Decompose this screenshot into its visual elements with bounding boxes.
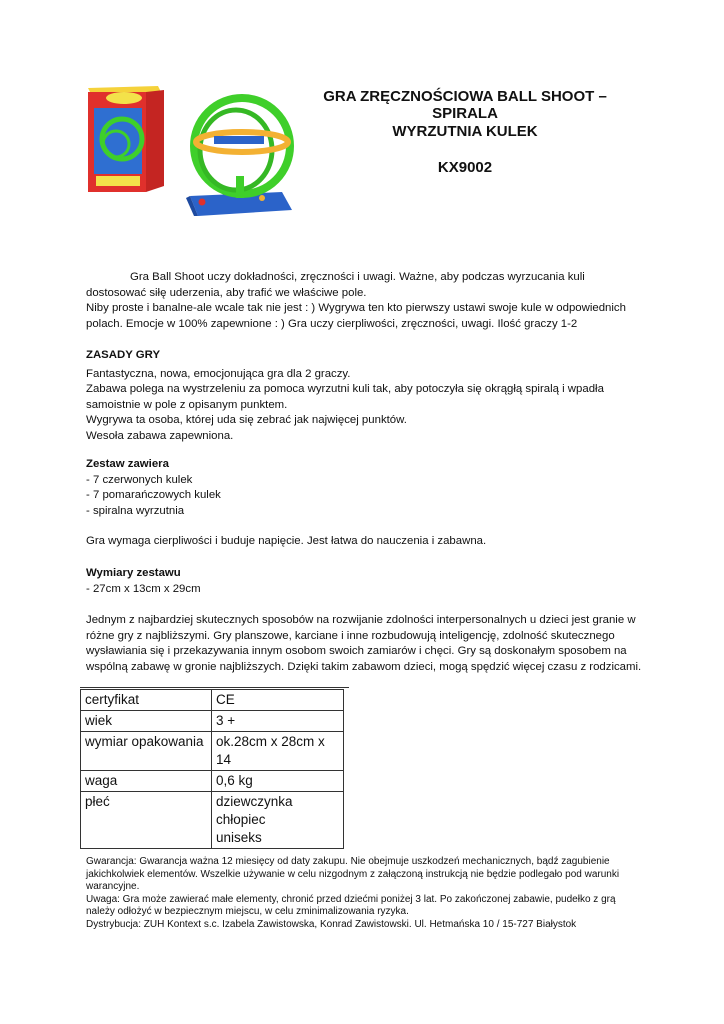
- spec-key: płeć: [81, 792, 212, 849]
- set-contents-heading: Zestaw zawiera: [86, 458, 169, 470]
- dimensions-section: [86, 566, 646, 597]
- product-code: KX9002: [437, 159, 493, 176]
- list-item: - 7 czerwonych kulek: [86, 473, 193, 486]
- spec-value: dziewczynka: [216, 794, 293, 809]
- spec-value: uniseks: [216, 830, 262, 845]
- rules-line: Wygrywa ta osoba, której uda się zebrać jak najwięcej punktów.: [86, 414, 407, 426]
- table-row: [81, 771, 344, 792]
- product-subtitle: WYRZUTNIA KULEK: [392, 123, 538, 140]
- social-paragraph: [86, 613, 646, 675]
- table-top-rule: [80, 687, 349, 688]
- intro-paragraph-1: Gra Ball Shoot uczy dokładności, zręczności i uwagi. Ważne, aby podczas wyrzucania kuli dostosować siłę uderzenia, aby trafić we właściwe pole.: [86, 271, 585, 299]
- rules-line: Zabawa polega na wystrzeleniu za pomoca wyrzutni kuli tak, aby potoczyła się okrągłą spiralą i wpadła samoistnie w pole z opisanym punktem.: [86, 383, 604, 411]
- tension-paragraph: [86, 534, 646, 550]
- rules-line: Wesoła zabawa zapewniona.: [86, 429, 234, 442]
- rules-line: Fantastyczna, nowa, emocjonująca gra dla 2 graczy.: [86, 367, 351, 380]
- rules-heading: ZASADY GRY: [86, 349, 161, 361]
- spec-value: 0,6 kg: [212, 771, 344, 792]
- spec-value: CE: [212, 690, 344, 711]
- tension-text: Gra wymaga cierpliwości i buduje napięcie. Jest łatwa do nauczenia i zabawna.: [86, 535, 487, 547]
- product-photo: [86, 84, 294, 218]
- spec-value: ok.28cm x 28cm x 14: [212, 732, 344, 771]
- spec-key: waga: [81, 771, 212, 792]
- spec-key: wiek: [81, 711, 212, 732]
- spec-key: certyfikat: [81, 690, 212, 711]
- rules-section: [86, 348, 646, 444]
- table-row: [81, 711, 344, 732]
- warranty-text: Gwarancja: Gwarancja ważna 12 miesięcy od daty zakupu. Nie obejmuje uszkodzeń mechanicznych, bądź zagubienie jakichkolwiek elementów. Wszelkie używanie w celu nizgodnym z załączoną instrukcją nie będzie podlegało pod warunki warancyjne.: [86, 856, 620, 892]
- list-item: - 7 pomarańczowych kulek: [86, 489, 221, 501]
- warning-text: Uwaga: Gra może zawierać małe elementy, chronić przed dziećmi poniżej 3 lat. Po zakończonej zabawie, pudełko z grą należy odłożyć w bezpiecznym miejscu, w celu zminimalizowania ryzyka.: [86, 893, 616, 917]
- spec-value-list: [212, 792, 344, 849]
- distribution-text: Dystrybucja: ZUH Kontext s.c. Izabela Zawistowska, Konrad Zawistowski. Ul. Hetmańska 10 / 15-727 Białystok: [86, 918, 577, 930]
- table-row: [81, 690, 344, 711]
- product-box: [88, 86, 164, 192]
- spec-key: wymiar opakowania: [81, 732, 212, 771]
- specs-table: [80, 689, 344, 849]
- set-contents-section: [86, 457, 646, 519]
- list-item: - spiralna wyrzutnia: [86, 504, 185, 517]
- spec-value: chłopiec: [216, 812, 266, 827]
- social-text: Jednym z najbardziej skutecznych sposobów na rozwijanie zdolności interpersonalnych u dzieci jest granie w różne gry z najbliższymi. Gry planszowe, karciane i inne rozbudowują inteligencję, zdolność skutecznego wysławiania się i przekazywania innym osobom swoich zamiarów i chęci. Gry są doskonałym sposobem na wspólną zabawę w gronie najbliższych. Dzięki takim zabawom dzieci, mogą spędzić więcej czasu z rodzicami.: [86, 614, 642, 673]
- footer: [86, 856, 646, 931]
- dimensions-heading: Wymiary zestawu: [86, 567, 181, 579]
- spec-value: 3 +: [212, 711, 344, 732]
- table-row: [81, 792, 344, 849]
- dimensions-value: - 27cm x 13cm x 29cm: [86, 582, 201, 595]
- table-row: [81, 732, 344, 771]
- product-title: GRA ZRĘCZNOŚCIOWA BALL SHOOT – SPIRALA: [323, 88, 607, 122]
- intro-section: [86, 270, 646, 332]
- spiral-toy: [186, 98, 292, 216]
- intro-paragraph-2: Niby proste i banalne-ale wcale tak nie jest : ) Wygrywa ten kto pierwszy ustawi swoje kule w odpowiednich polach. Emocje w 100% zapewnione : ) Gra uczy cierpliwości, zręczności, uwagi. Ilość graczy 1-2: [86, 302, 626, 330]
